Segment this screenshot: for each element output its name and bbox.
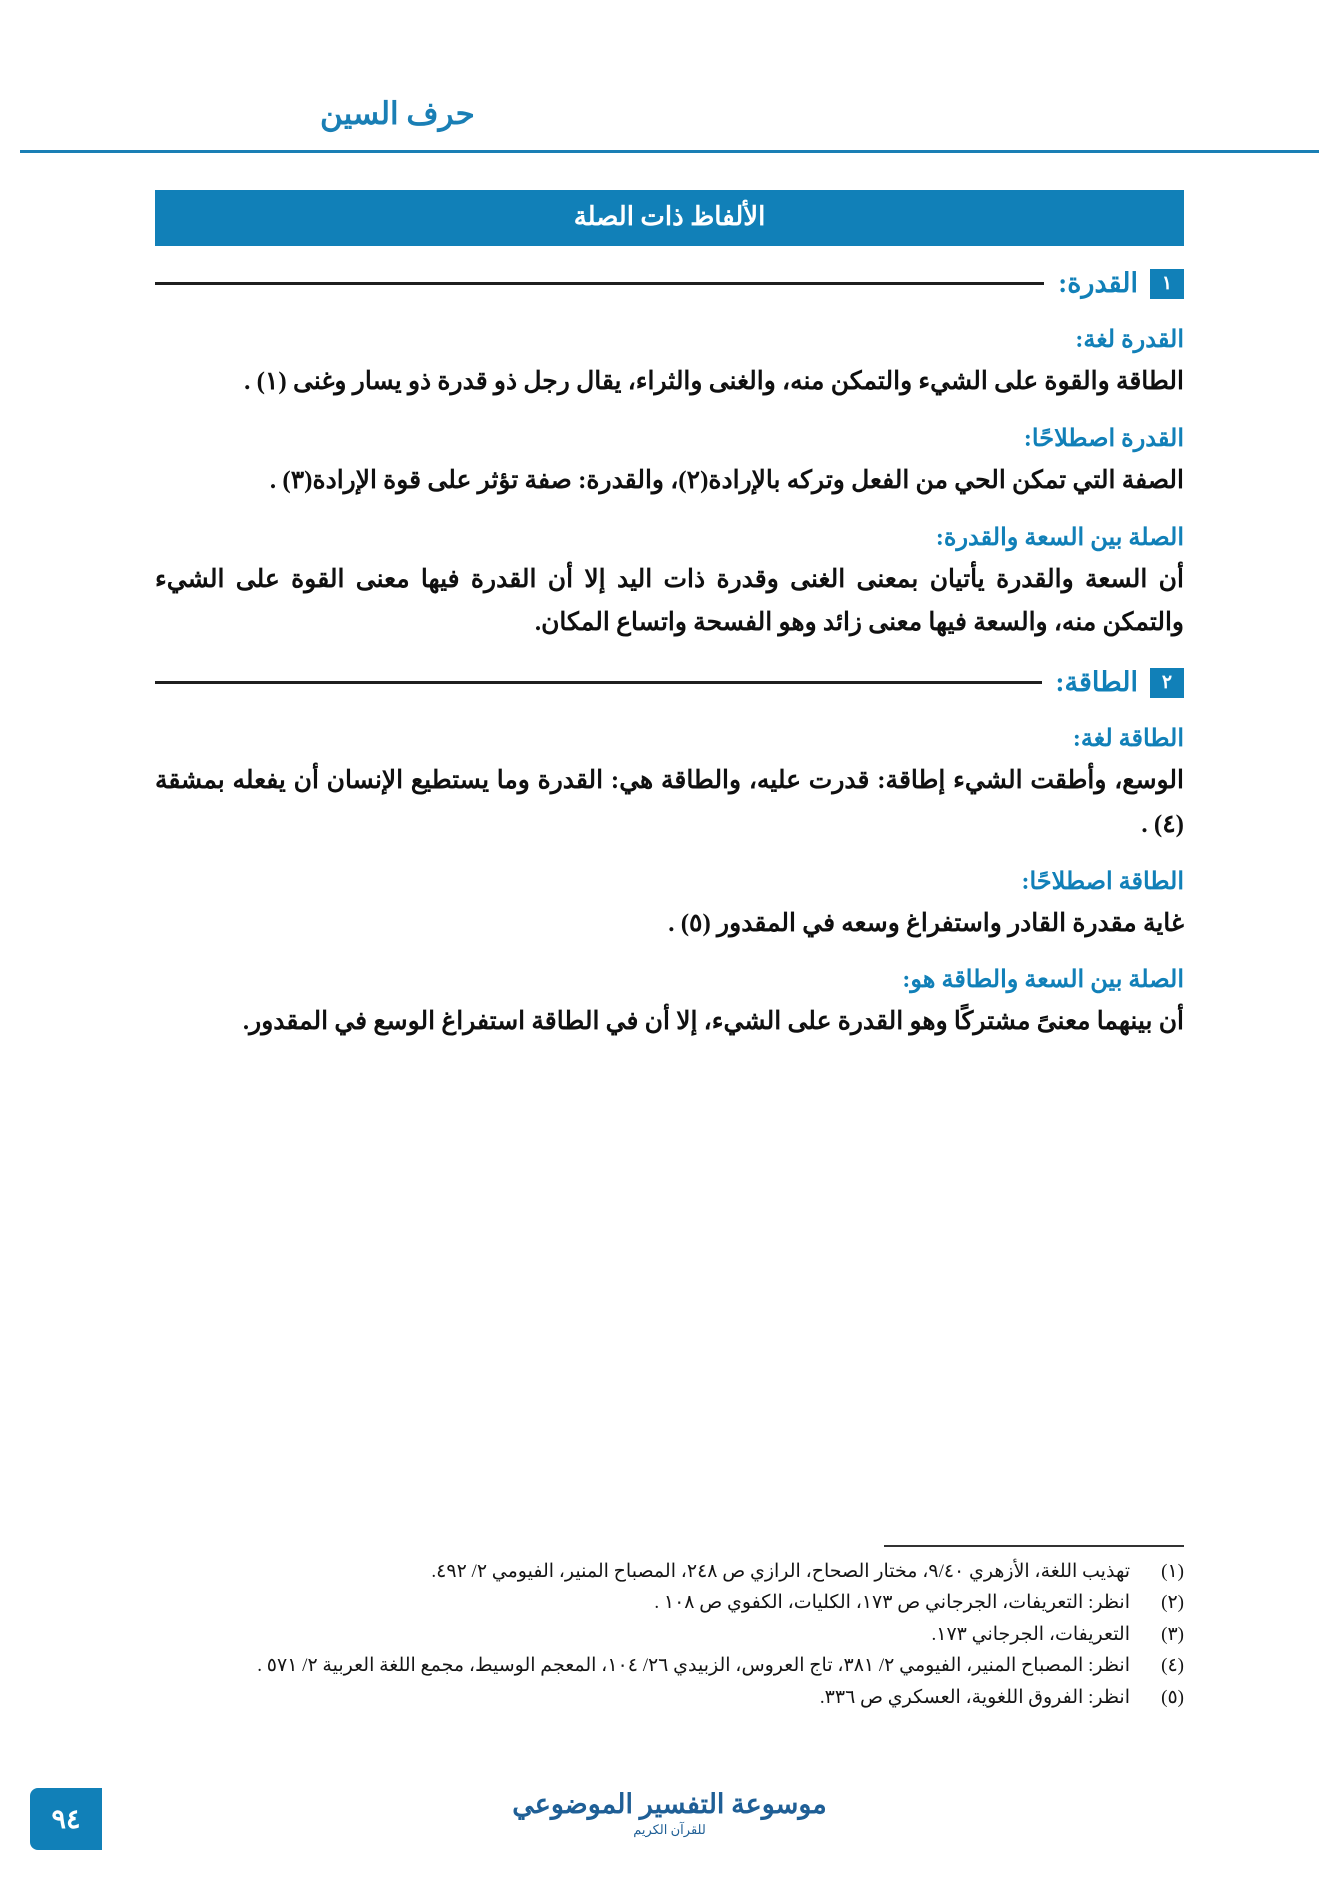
publisher-logo — [0, 1789, 1339, 1838]
body-paragraph: أن السعة والقدرة يأتيان بمعنى الغنى وقدرة ذات اليد إلا أن القدرة فيها معنى القوة على الشيء والتمكن منه، والسعة فيها معنى زائد وهو الفسحة واتساع المكان. — [155, 565, 1184, 637]
footnote-item — [155, 1557, 1184, 1586]
entry-rule — [155, 282, 1044, 285]
footnote-item — [155, 1651, 1184, 1680]
subheading: الطاقة لغة: — [1072, 726, 1184, 752]
running-head — [0, 96, 1339, 132]
footnote-text: التعريفات، الجرجاني ١٧٣. — [931, 1623, 1130, 1645]
page-number-badge: ٩٤ — [30, 1788, 102, 1850]
body-paragraph: الصفة التي تمكن الحي من الفعل وتركه بالإرادة(٢)، والقدرة: صفة تؤثر على قوة الإرادة(٣) . — [269, 466, 1184, 494]
footnote-marker: (٥) — [1161, 1686, 1184, 1708]
footnote-text: انظر: الفروق اللغوية، العسكري ص ٣٣٦. — [819, 1686, 1130, 1708]
body-paragraph: الطاقة والقوة على الشيء والتمكن منه، والغنى والثراء، يقال رجل ذو قدرة ذو يسار وغنى (١) . — [244, 368, 1184, 395]
subheading: الصلة بين السعة والقدرة: — [935, 524, 1184, 551]
body-paragraph: الوسع، وأطقت الشيء إطاقة: قدرت عليه، والطاقة هي: القدرة وما يستطيع الإنسان أن يفعله بمشقة (٤) . — [155, 767, 1184, 838]
running-head-rule — [20, 150, 1319, 153]
footnote-text: انظر: التعريفات، الجرجاني ص ١٧٣، الكليات، الكفوي ص ١٠٨ . — [654, 1592, 1130, 1614]
entry-number-badge: ١ — [1150, 269, 1184, 299]
footnote-text: انظر: المصباح المنير، الفيومي ٢/ ٣٨١، تاج العروس، الزبيدي ٢٦/ ١٠٤، المعجم الوسيط، مجمع اللغة العربية ٢/ ٥٧١ . — [257, 1655, 1130, 1677]
entry-title: الطاقة: — [1055, 667, 1138, 697]
entry-number-badge: ٢ — [1150, 668, 1184, 698]
subheading: القدرة اصطلاحًا: — [1023, 425, 1184, 452]
footnote-marker: (٣) — [1161, 1623, 1184, 1645]
subheading: الصلة بين السعة والطاقة هو: — [902, 967, 1184, 994]
publisher-logo-title: موسوعة التفسير الموضوعي — [512, 1789, 827, 1819]
publisher-logo-subtitle: للقرآن الكريم — [633, 1822, 706, 1837]
footnote-marker: (٢) — [1161, 1592, 1184, 1614]
subheading: الطاقة اصطلاحًا: — [1021, 868, 1184, 895]
subheading: القدرة لغة: — [1075, 327, 1184, 353]
entry-title: القدرة: — [1058, 268, 1138, 298]
footnote-marker: (٤) — [1161, 1655, 1184, 1677]
section-banner: الألفاظ ذات الصلة — [155, 190, 1184, 246]
footnote-item — [155, 1620, 1184, 1649]
footnote-separator — [884, 1545, 1184, 1547]
footnote-item — [155, 1588, 1184, 1617]
footnote-marker: (١) — [1161, 1560, 1184, 1582]
footnote-item — [155, 1683, 1184, 1712]
body-paragraph: أن بينهما معنىً مشتركًا وهو القدرة على الشيء، إلا أن في الطاقة استفراغ الوسع في المقدور. — [242, 1008, 1184, 1036]
entry-rule — [155, 681, 1042, 684]
footnote-text: تهذيب اللغة، الأزهري ٩/٤٠، مختار الصحاح، الرازي ص ٢٤٨، المصباح المنير، الفيومي ٢/ ٤٩٢. — [431, 1560, 1130, 1582]
entry-header-2 — [155, 667, 1184, 698]
entry-header-1 — [155, 268, 1184, 299]
page-content — [155, 190, 1184, 1044]
body-paragraph: غاية مقدرة القادر واستفراغ وسعه في المقدور (٥) . — [668, 909, 1184, 937]
footnotes-block — [155, 1545, 1184, 1714]
running-head-text: حرف السين — [320, 96, 475, 131]
